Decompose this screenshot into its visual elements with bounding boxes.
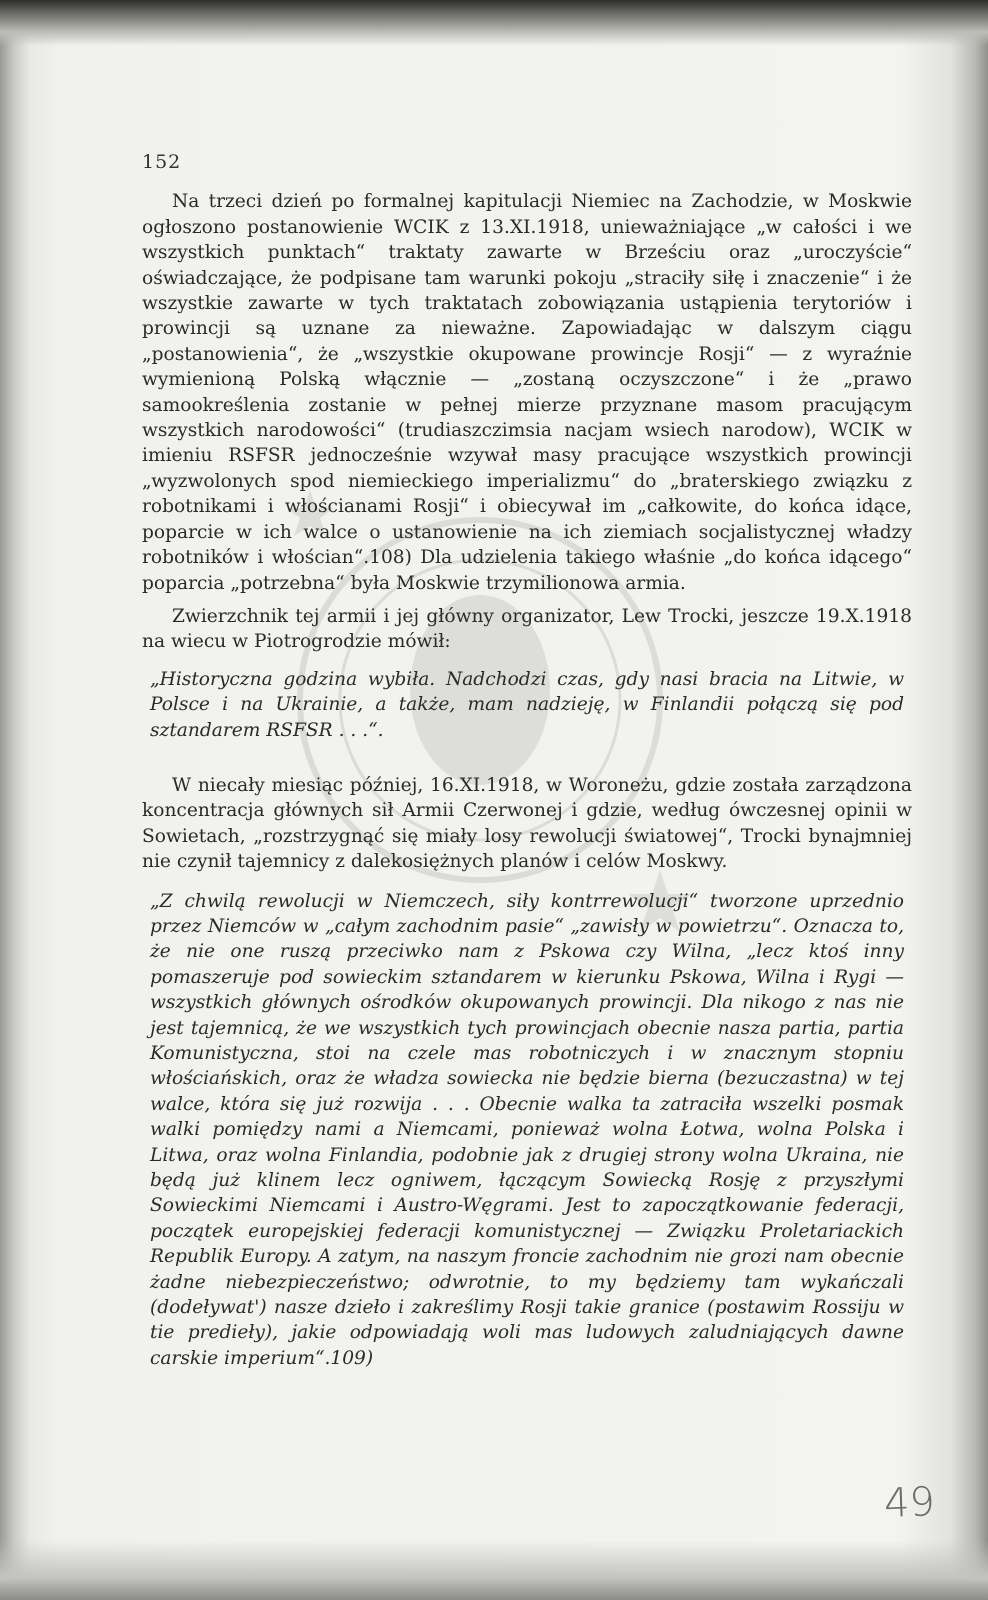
scan-top-shadow [0,0,988,46]
quote-2: „Z chwilą rewolucji w Niemczech, siły kontrrewolucji“ tworzone uprzednio przez Niemców w „całym zachodnim pasie“ „zawisły w powietrzu“. Oznacza to, że nie one ruszą przeciwko nam z Pskowa czy Wilna, „lecz ktoś inny pomaszeruje pod sowieckim sztandarem w kierunku Pskowa, Wilna i Rygi — wszystkich głównych ośrodków okupowanych prowincji. Dla nikogo z nas nie jest tajemnicą, że we wszystkich tych prowincjach obecnie nasza partia, partia Komunistyczna, stoi na czele mas robotniczych i w znacznym stopniu włościańskich, oraz że władza sowiecka nie będzie bierna (bezuczastna) w tej walce, która się już rozwija . . . Obecnie walka ta zatraciła wszelki posmak walki pomiędzy nami a Niemcami, ponieważ wolna Łotwa, wolna Polska i Litwa, oraz wolna Finlandia, podobnie jak z drugiej strony wolna Ukraina, nie będą już klinem lecz ogniwem, łączącym Sowiecką Rosję z przyszłymi Sowieckimi Niemcami i Austro-Węgrami. Jest to zapoczątkowanie federacji, początek europejskiej federacji komunistycznej — Związku Proletariackich Republik Europy. A zatym, na naszym froncie zachodnim nie grozi nam obecnie żadne niebezpieczeństwo; odwrotnie, to my będziemy tam wykańczali (dodeływat') nasze dzieło i zakreślimy Rosji takie granice (postawim Rossiju w tie predieły), jakie odpowiadają woli mas ludowych zaludniających dawne carskie imperium“.109) [150,890,904,1369]
document-page [142,150,912,1371]
handwritten-page-note: 49 [883,1479,936,1527]
page-number: 152 [142,151,182,173]
paragraph-2: Zwierzchnik tej armii i jej główny organizator, Lew Trocki, jeszcze 19.X.1918 na wiecu w Piotrogrodzie mówił: [142,605,912,653]
paragraph-1: Na trzeci dzień po formalnej kapitulacji Niemiec na Zachodzie, w Moskwie ogłoszono postanowienie WCIK z 13.XI.1918, unieważniające „w całości i we wszystkich punktach“ traktaty zawarte w Brześciu oraz „uroczyście“ oświadczające, że podpisane tam warunki pokoju „straciły siłę i znaczenie“ i że wszystkie zawarte w tych traktatach zobowiązania ustąpienia terytoriów i prowincji są uznane za nieważne. Zapowiadając w dalszym ciągu „postanowienia“, że „wszystkie okupowane prowincje Rosji“ — z wyraźnie wymienioną Polską włącznie — „zostaną oczyszczone“ i że „prawo samookreślenia zostanie w pełnej mierze przyznane masom pracującym wszystkich narodowości“ (trudiaszczimsia nacjam wsiech narodow), WCIK w imieniu RSFSR jednocześnie wzywał masy pracujące wszystkich prowincji „wyzwolonych spod niemieckiego imperializmu“ do „braterskiego związku z robotnikami i włościanami Rosji“ i obiecywał im „całkowite, do końca idące, poparcie w ich walce o ustanowienie na ich ziemiach socjalistycznej władzy robotników i włościan“.108) Dla udzielenia takiego właśnie „do końca idącego“ poparcia „potrzebna“ była Moskwie trzymilionowa armia. [142,191,912,594]
quote-1: „Historyczna godzina wybiła. Nadchodzi czas, gdy nasi bracia na Litwie, w Polsce i na Ukrainie, a także, mam nadzieję, w Finlandii połączą się pod sztandarem RSFSR . . .“. [150,668,904,741]
paragraph-3: W niecały miesiąc później, 16.XI.1918, w Woroneżu, gdzie została zarządzona koncentracja głównych sił Armii Czerwonej i gdzie, według ówczesnej opinii w Sowietach, „rozstrzygnąć się miały losy rewolucji światowej“, Trocki bynajmniej nie czynił tajemnicy z dalekosiężnych planów i celów Moskwy. [142,774,912,873]
scan-bottom-shadow [0,1540,988,1600]
